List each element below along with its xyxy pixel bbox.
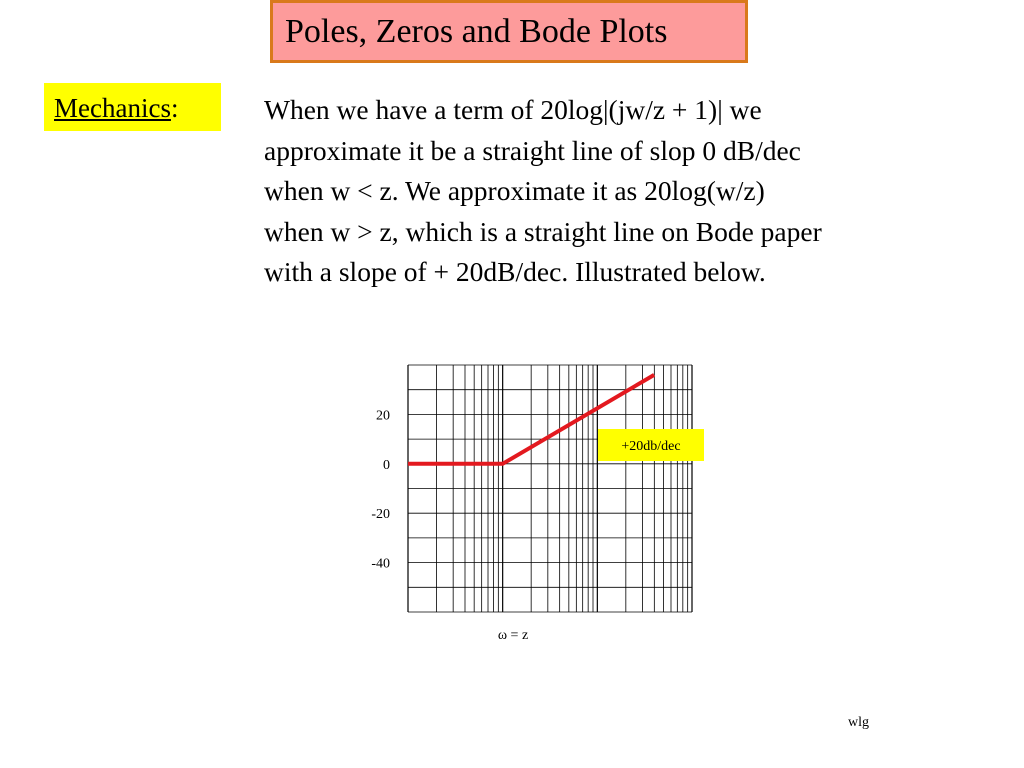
- section-label: Mechanics: [54, 93, 171, 123]
- explanation-line: when w < z. We approximate it as 20log(w/z): [264, 175, 765, 206]
- y-tick-label: 20: [376, 408, 390, 424]
- y-tick-label: -20: [371, 507, 390, 523]
- y-tick-label: 0: [383, 457, 390, 473]
- slope-annotation: [598, 429, 704, 461]
- explanation-line: When we have a term of 20log|(jw/z + 1)| we: [264, 94, 762, 125]
- y-tick-labels: [371, 408, 390, 571]
- explanation-line: when w > z, which is a straight line on Bode paper: [264, 215, 822, 247]
- explanation-line: with a slope of + 20dB/dec. Illustrated below.: [264, 256, 766, 287]
- slope-annotation-text: +20db/dec: [621, 439, 681, 454]
- explanation-line: approximate it be a straight line of slop 0 dB/dec: [264, 134, 801, 166]
- x-marker-label: ω = z: [497, 628, 529, 643]
- y-tick-label: -40: [371, 556, 390, 572]
- section-label-colon: :: [170, 93, 179, 123]
- footer-initials: wlg: [848, 715, 869, 730]
- slide-title: Poles, Zeros and Bode Plots: [270, 0, 748, 63]
- plot-grid: [408, 365, 692, 612]
